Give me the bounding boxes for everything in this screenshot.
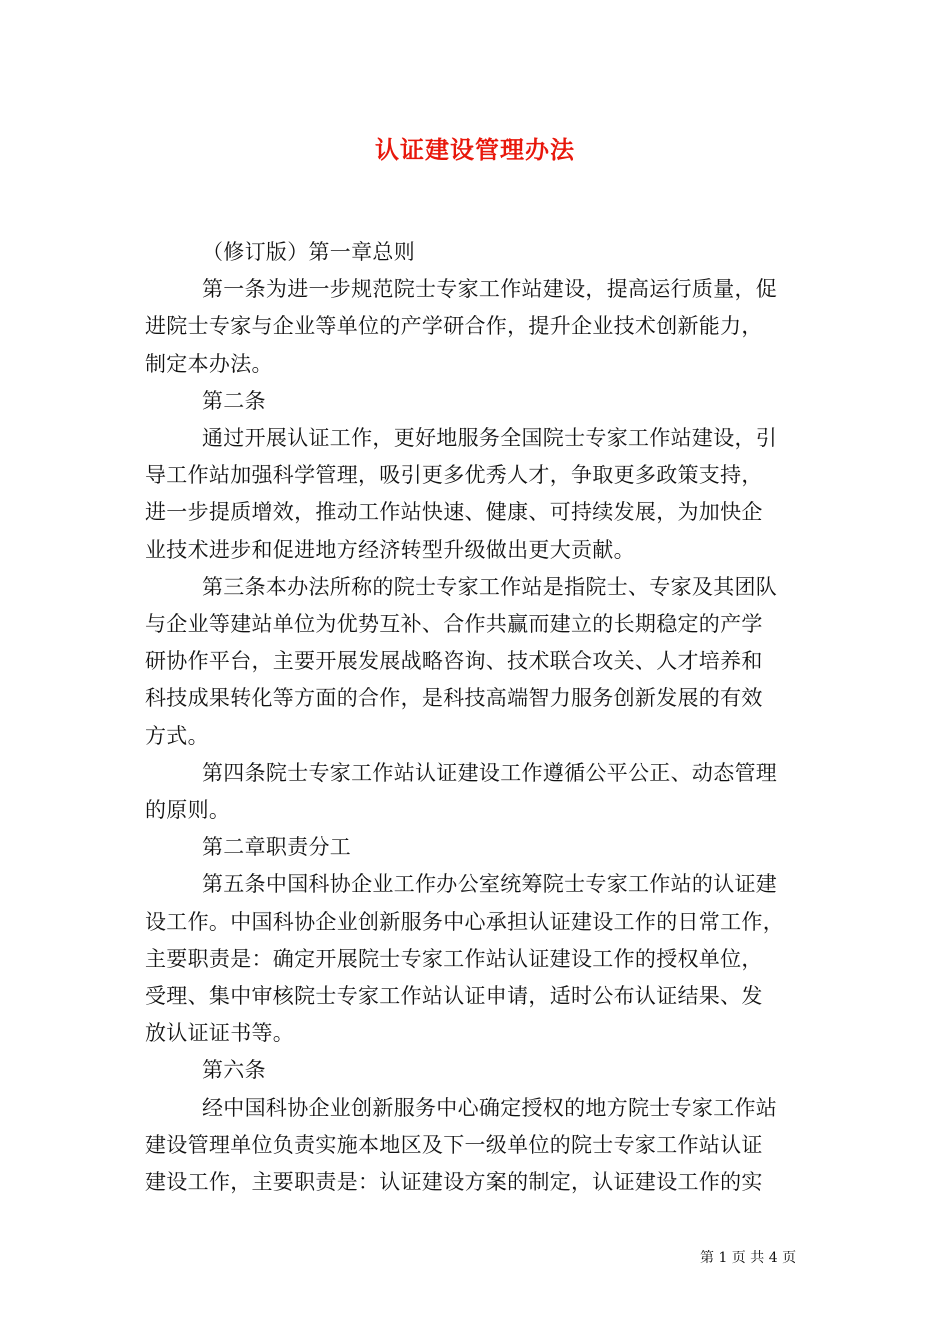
paragraph-article-1: 第一条为进一步规范院士专家工作站建设，提高运行质量，促 进院士专家与企业等单位的产学研合作，提升企业技术创新能力， 制定本办法。	[145, 277, 778, 376]
paragraph-preface: （修订版）第一章总则	[202, 240, 415, 264]
paragraph-article-2-body: 通过开展认证工作，更好地服务全国院士专家工作站建设，引 导工作站加强科学管理，吸引更多优秀人才，争取更多政策支持， 进一步提质增效，推动工作站快速、健康、可持续发展，为加快企 业技术进步和促进地方经济转型升级做出更大贡献。	[145, 426, 778, 562]
paragraph-article-6-body: 经中国科协企业创新服务中心确定授权的地方院士专家工作站 建设管理单位负责实施本地区及下一级单位的院士专家工作站认证 建设工作，主要职责是：认证建设方案的制定，认证建设工作的实	[145, 1095, 778, 1195]
chapter-2-heading: 第二章职责分工	[202, 835, 352, 860]
paragraph-article-5: 第五条中国科协企业工作办公室统筹院士专家工作站的认证建 设工作。中国科协企业创新服务中心承担认证建设工作的日常工作， 主要职责是：确定开展院士专家工作站认证建设工作的授权单位， 受理、集中审核院士专家工作站认证申请，适时公布认证结果、发 放认证证书等。	[145, 872, 784, 1046]
page-number: 第 1 页 共 4 页	[700, 1250, 797, 1266]
paragraph-article-2-heading: 第二条	[202, 388, 266, 413]
paragraph-article-3: 第三条本办法所称的院士专家工作站是指院士、专家及其团队 与企业等建站单位为优势互补、合作共赢而建立的长期稳定的产学 研协作平台，主要开展发展战略咨询、技术联合攻关、人才培养和 科技成果转化等方面的合作，是科技高端智力服务创新发展的有效 方式。	[145, 574, 778, 748]
paragraph-article-6-heading: 第六条	[202, 1058, 266, 1083]
page-title: 认证建设管理办法	[375, 135, 575, 164]
document-body	[145, 234, 809, 1201]
paragraph-article-4: 第四条院士专家工作站认证建设工作遵循公平公正、动态管理 的原则。	[145, 760, 778, 823]
